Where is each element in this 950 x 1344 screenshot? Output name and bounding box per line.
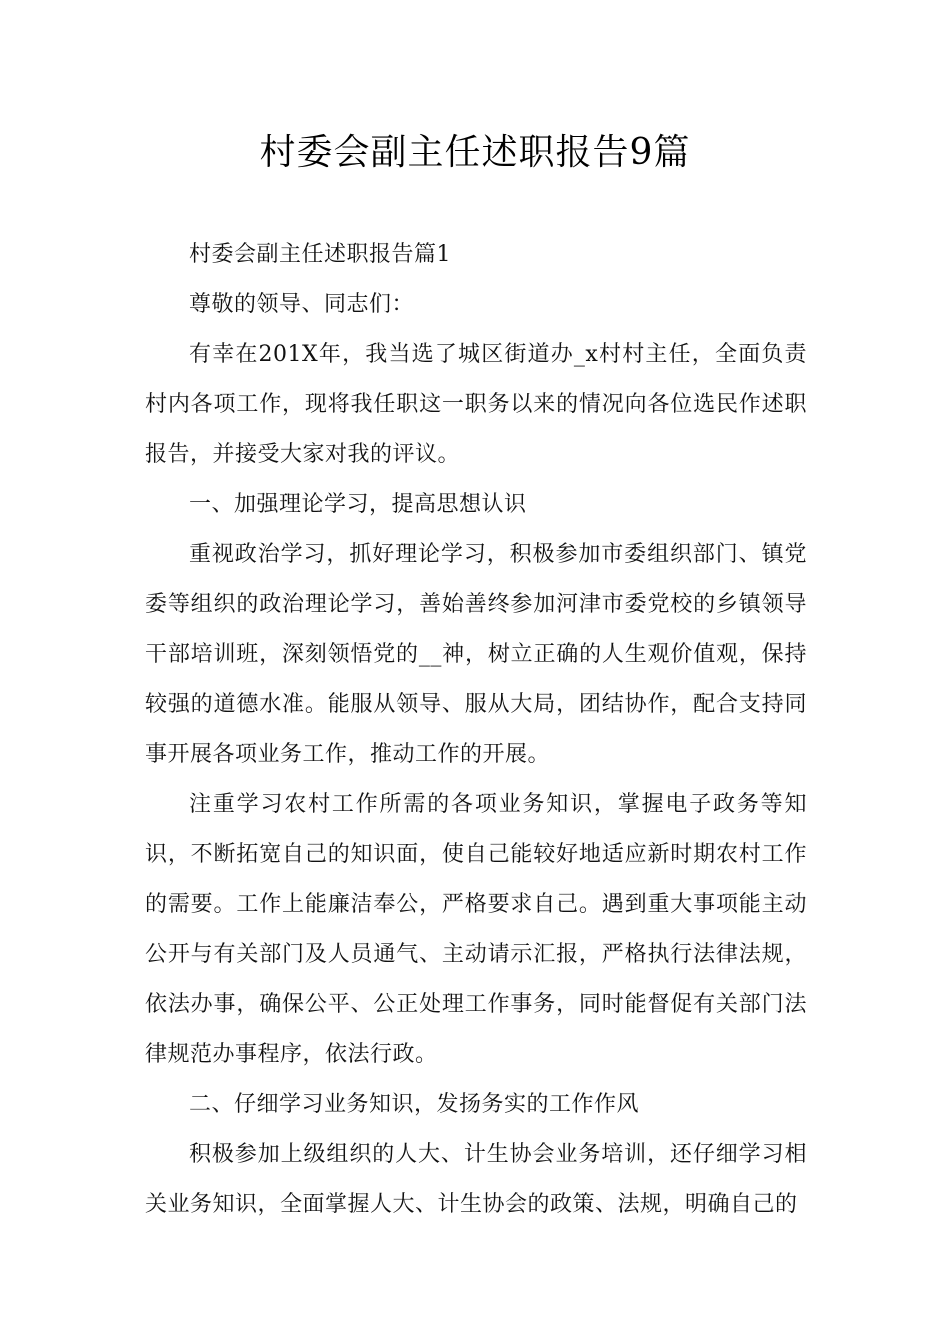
body-paragraph: 有幸在201X年，我当选了城区街道办_x村村主任，全面负责村内各项工作，现将我任职这一职务以来的情况向各位选民作述职报告，并接受大家对我的评议。 — [145, 342, 807, 467]
document-body — [145, 230, 807, 1230]
body-paragraph: 积极参加上级组织的人大、计生协会业务培训，还仔细学习相关业务知识，全面掌握人大、计生协会的政策、法规，明确自己的 — [145, 1142, 807, 1217]
section-heading: 村委会副主任述职报告篇1 — [189, 242, 451, 267]
body-paragraph: 重视政治学习，抓好理论学习，积极参加市委组织部门、镇党委等组织的政治理论学习，善始善终参加河津市委党校的乡镇领导干部培训班，深刻领悟党的__神，树立正确的人生观价值观，保持较强的道德水准。能服从领导、服从大局，团结协作，配合支持同事开展各项业务工作，推动工作的开展。 — [145, 542, 807, 767]
salutation: 尊敬的领导、同志们： — [189, 292, 415, 317]
section-heading: 一、加强理论学习，提高思想认识 — [189, 492, 527, 517]
body-paragraph: 注重学习农村工作所需的各项业务知识，掌握电子政务等知识，不断拓宽自己的知识面，使自己能较好地适应新时期农村工作的需要。工作上能廉洁奉公，严格要求自己。遇到重大事项能主动公开与有关部门及人员通气、主动请示汇报，严格执行法律法规，依法办事，确保公平、公正处理工作事务，同时能督促有关部门法律规范办事程序，依法行政。 — [145, 792, 807, 1067]
document-title: 村委会副主任述职报告9篇 — [259, 132, 691, 173]
section-heading: 二、仔细学习业务知识，发扬务实的工作作风 — [189, 1092, 640, 1117]
